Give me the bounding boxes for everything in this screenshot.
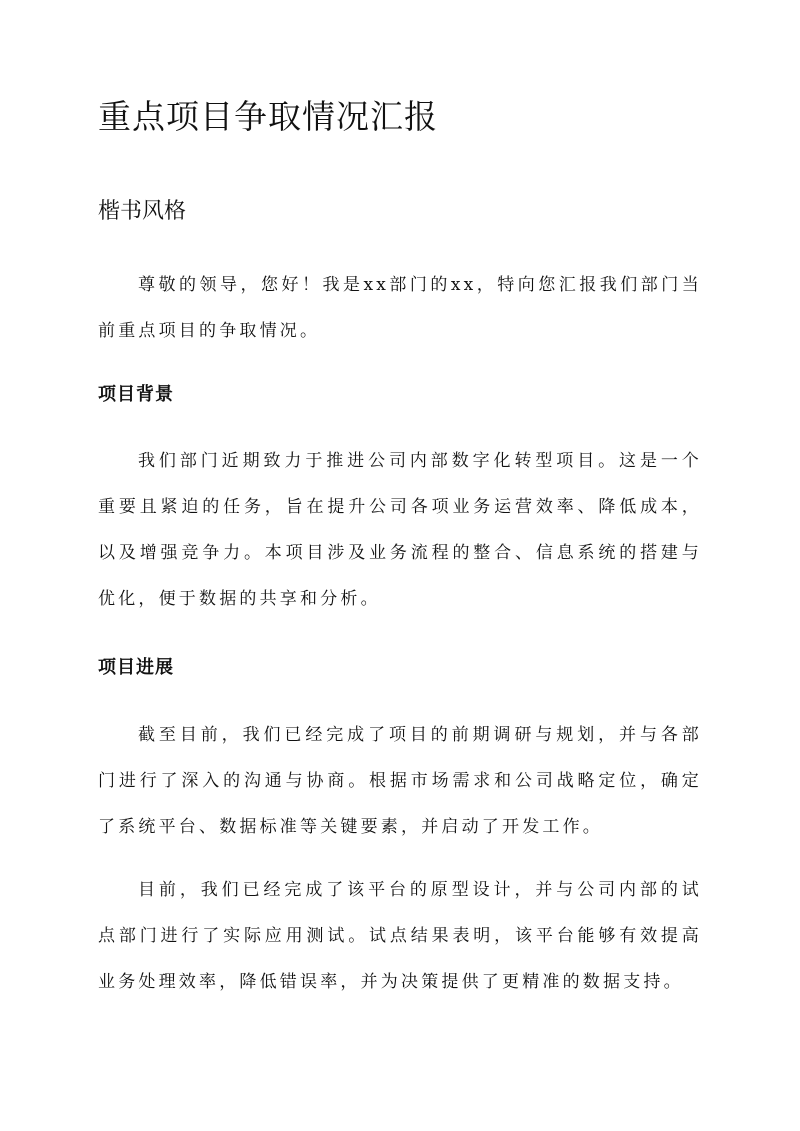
document-subtitle: 楷书风格 <box>98 199 187 224</box>
section-heading-background: 项目背景 <box>98 384 174 405</box>
greeting-paragraph: 尊敬的领导，您好！我是xx部门的xx，特向您汇报我们部门当前重点项目的争取情况。 <box>98 275 702 341</box>
document-title: 重点项目争取情况汇报 <box>98 97 438 136</box>
section-heading-progress: 项目进展 <box>98 657 174 678</box>
progress-paragraph-2: 目前，我们已经完成了该平台的原型设计，并与公司内部的试点部门进行了实际应用测试。试点结果表明，该平台能够有效提高业务处理效率，降低错误率，并为决策提供了更精准的数据支持。 <box>98 880 702 992</box>
background-paragraph: 我们部门近期致力于推进公司内部数字化转型项目。这是一个重要且紧迫的任务，旨在提升公司各项业务运营效率、降低成本，以及增强竞争力。本项目涉及业务流程的整合、信息系统的搭建与优化，便于数据的共享和分析。 <box>98 451 702 609</box>
progress-paragraph-1: 截至目前，我们已经完成了项目的前期调研与规划，并与各部门进行了深入的沟通与协商。根据市场需求和公司战略定位，确定了系统平台、数据标准等关键要素，并启动了开发工作。 <box>98 725 702 837</box>
